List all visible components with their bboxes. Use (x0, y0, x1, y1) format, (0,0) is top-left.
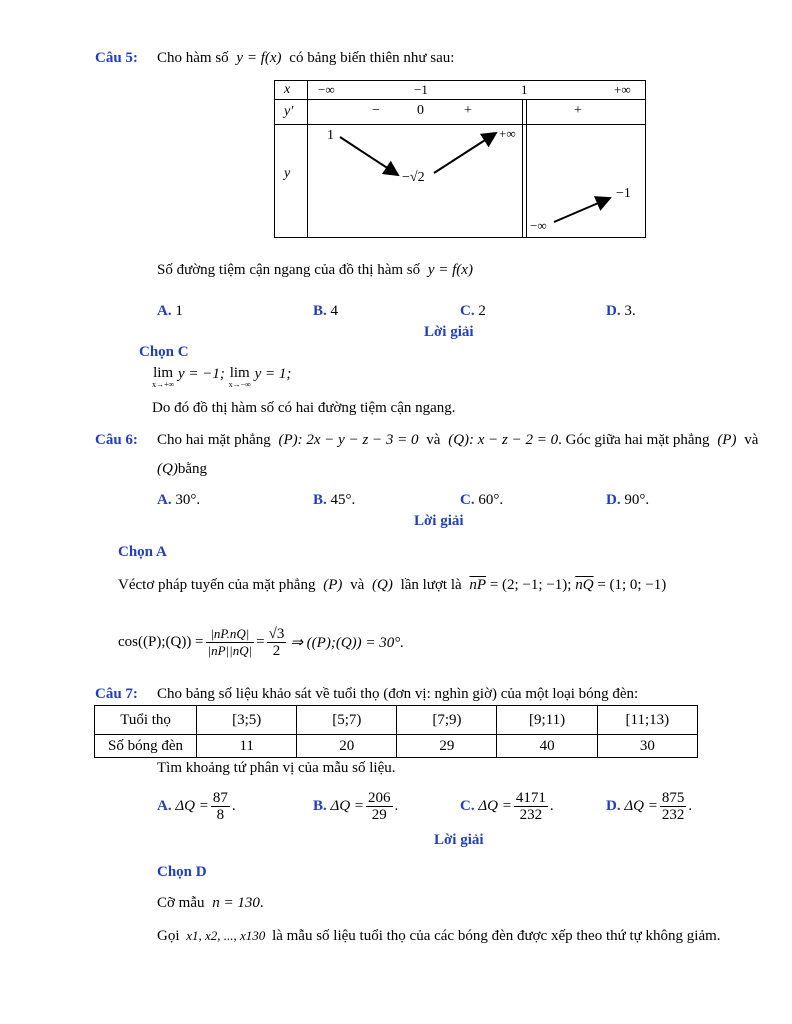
lim-expr: y = 1; (254, 366, 292, 382)
table-cell: 11 (197, 735, 297, 758)
table-cell: 40 (497, 735, 597, 758)
table-cell: [3;5) (197, 706, 297, 735)
row-y-label: y (284, 166, 291, 181)
x-val: 1 (521, 82, 528, 97)
sign: + (464, 103, 472, 118)
frac-den: 8 (216, 807, 225, 823)
table-cell: 30 (597, 735, 697, 758)
call-text-b: là mẫu số liệu tuổi thọ của các bóng đèn được xếp theo thứ tự không giảm. (272, 928, 721, 944)
arrow-up-1 (434, 133, 496, 173)
cos-den: |nP||nQ| (207, 642, 253, 658)
table-row (95, 735, 698, 758)
frac-num: 206 (368, 790, 391, 806)
normal-q: (Q) (372, 577, 393, 593)
frac-num: 87 (212, 790, 228, 806)
x-val: −∞ (318, 82, 335, 97)
q6-stem-line1 (157, 432, 758, 449)
sqrt3-fraction (267, 626, 287, 659)
q5-stem-end: có bảng biến thiên như sau: (289, 50, 455, 66)
option-value: 30°. (175, 492, 201, 508)
q6-stem-c: bằng (177, 461, 207, 477)
variation-table (274, 80, 646, 238)
frac-den: 232 (519, 807, 543, 823)
normal-p: (P) (323, 577, 343, 593)
delta-q: ΔQ = (624, 798, 658, 814)
q6-normals (118, 577, 666, 594)
option-value: 90°. (624, 492, 650, 508)
q6-label: Câu 6: (95, 432, 138, 448)
sample-size-text: Cỡ mẫu (157, 895, 205, 911)
option-value: 3. (624, 303, 636, 319)
q5-stem (157, 50, 454, 67)
row-yp-label: y′ (284, 104, 294, 119)
q5-choice: Chọn C (139, 344, 189, 360)
variation-table-grid (274, 80, 646, 238)
y-val: −√2 (402, 170, 425, 185)
q6-and2: và (744, 432, 759, 448)
q6-option-c[interactable] (460, 492, 503, 509)
row-x-label: x (284, 82, 291, 97)
q5-solution-title: Lời giải (424, 324, 474, 340)
table-cell: [11;13) (597, 706, 697, 735)
q7-stem: Cho bảng số liệu khảo sát về tuổi thọ (đơn vị: nghìn giờ) của một loại bóng đèn: (157, 686, 639, 702)
q6-plane-p: (P): 2x − y − z − 3 = 0 (278, 432, 419, 448)
q6-stem-b: . Góc giữa hai mặt phẳng (558, 432, 710, 448)
option-key: B. (313, 798, 327, 814)
lim-sub: x→+∞ (152, 380, 175, 389)
q5-question-text: Số đường tiệm cận ngang của đồ thị hàm số (157, 262, 421, 278)
cos-num: |nP.nQ| (206, 626, 255, 643)
q5-option-d[interactable] (606, 303, 636, 320)
q6-plane-q: (Q): x − z − 2 = 0 (448, 432, 559, 448)
q5-question-fn: y = f(x) (427, 262, 473, 278)
q7-label: Câu 7: (95, 686, 138, 702)
vector-nq: $\overline{nQ}$ (575, 577, 594, 593)
y-val: −∞ (530, 218, 547, 233)
delta-q: ΔQ = (478, 798, 512, 814)
cos-fraction (206, 626, 255, 659)
arrow-up-2 (554, 198, 610, 222)
option-key: B. (313, 492, 327, 508)
option-fraction (366, 790, 393, 823)
table-row (95, 706, 698, 735)
sign: + (574, 103, 582, 118)
q7-option-a[interactable]: A. ΔQ = $\frac{87}{8}$ . (157, 790, 236, 823)
q5-option-b[interactable] (313, 303, 338, 320)
delta-q: ΔQ = (330, 798, 365, 814)
q6-and: và (426, 432, 441, 448)
q5-option-c[interactable] (460, 303, 486, 320)
option-key: A. (157, 303, 172, 319)
q6-stem-line2 (157, 461, 207, 478)
normal-text-b: lần lượt là (400, 577, 462, 593)
frac-den: 29 (371, 807, 387, 823)
option-fraction (514, 790, 548, 823)
y-val: −1 (616, 186, 631, 201)
cos-result: ⇒ ((P);(Q)) = 30°. (290, 634, 405, 651)
cos-left: cos((P);(Q)) = (118, 633, 204, 650)
vector-nq-value: = (1; 0; −1) (597, 577, 667, 593)
option-key: D. (606, 492, 621, 508)
option-key: A. (157, 492, 172, 508)
lifetime-table (94, 705, 698, 758)
frac-den: 232 (661, 807, 685, 823)
q5-stem-fn: y = f(x) (236, 50, 282, 66)
sqrt3: √3 (268, 625, 285, 642)
option-fraction (660, 790, 687, 823)
frac-num: 875 (661, 790, 685, 806)
q6-option-b[interactable] (313, 492, 355, 509)
option-key: C. (460, 303, 475, 319)
call-text-a: Gọi (157, 928, 180, 944)
q5-question (157, 262, 473, 279)
q6-option-a[interactable] (157, 492, 200, 509)
q6-option-d[interactable] (606, 492, 649, 509)
q6-p: (P) (717, 432, 737, 448)
q7-option-c[interactable]: C. ΔQ = $\frac{4171}{232}$ . (460, 790, 554, 823)
option-value: 2 (478, 303, 486, 319)
q7-choice: Chọn D (157, 864, 207, 880)
option-value: 4 (330, 303, 339, 319)
frac-num: 4171 (515, 790, 546, 806)
arrow-down (340, 137, 398, 175)
option-key: C. (460, 798, 475, 814)
q5-option-a[interactable] (157, 303, 183, 320)
q7-sample-size: Cỡ mẫu n = 130. (157, 895, 264, 911)
q6-choice: Chọn A (118, 544, 167, 560)
option-key: B. (313, 303, 327, 319)
q7-option-b[interactable]: B. ΔQ = $\frac{206}{29}$ . (313, 790, 399, 823)
table-cell: [7;9) (397, 706, 497, 735)
x-val: −1 (414, 82, 428, 97)
normal-text-a: Véctơ pháp tuyến của mặt phẳng (118, 577, 316, 593)
cos-eq: = (256, 633, 265, 650)
q7-option-d[interactable]: D. ΔQ = $\frac{875}{232}$ . (606, 790, 693, 823)
normal-and: và (350, 577, 365, 593)
table-cell: [5;7) (297, 706, 397, 735)
option-key: D. (606, 798, 621, 814)
q6-stem-a: Cho hai mặt phẳng (157, 432, 271, 448)
q7-solution-title: Lời giải (434, 832, 484, 848)
q5-conclusion: Do đó đồ thị hàm số có hai đường tiệm cận ngang. (152, 400, 456, 416)
y-val: 1 (327, 128, 334, 143)
table-header: Tuổi thọ (95, 706, 197, 735)
call-vars: x1, x2, ..., x130 (186, 928, 266, 943)
lim-expr: y = −1; (177, 366, 225, 382)
table-cell: 29 (397, 735, 497, 758)
q5-limits (152, 366, 291, 389)
lim-word: lim (229, 365, 250, 381)
option-value: 60°. (478, 492, 504, 508)
q7-call (157, 928, 721, 945)
q6-solution-title: Lời giải (414, 513, 464, 529)
lim-word: lim (153, 365, 174, 381)
q5-stem-text: Cho hàm số (157, 50, 229, 66)
option-key: A. (157, 798, 172, 814)
table-header: Số bóng đèn (95, 735, 197, 758)
option-value: 45°. (330, 492, 356, 508)
table-cell: [9;11) (497, 706, 597, 735)
option-key: C. (460, 492, 475, 508)
delta-q: ΔQ = (175, 798, 209, 814)
y-val: +∞ (499, 126, 516, 141)
q7-question: Tìm khoảng tứ phân vị của mẫu số liệu. (157, 760, 396, 776)
vector-np-value: = (2; −1; −1); (489, 577, 572, 593)
lim-sub: x→−∞ (228, 380, 251, 389)
option-key: D. (606, 303, 621, 319)
sample-size-value: n = 130 (212, 895, 260, 911)
limit-2 (229, 366, 251, 389)
x-val: +∞ (614, 82, 631, 97)
sign: 0 (417, 103, 424, 118)
q6-cos-formula (118, 616, 404, 668)
option-value: 1 (175, 303, 183, 319)
q6-q: (Q) (157, 461, 178, 477)
two: 2 (272, 642, 281, 659)
table-cell: 20 (297, 735, 397, 758)
option-fraction (211, 790, 230, 823)
vector-np: $\overline{nP}$ (469, 577, 487, 593)
limit-1 (152, 366, 174, 389)
sign: − (372, 103, 380, 118)
q5-label: Câu 5: (95, 50, 138, 66)
